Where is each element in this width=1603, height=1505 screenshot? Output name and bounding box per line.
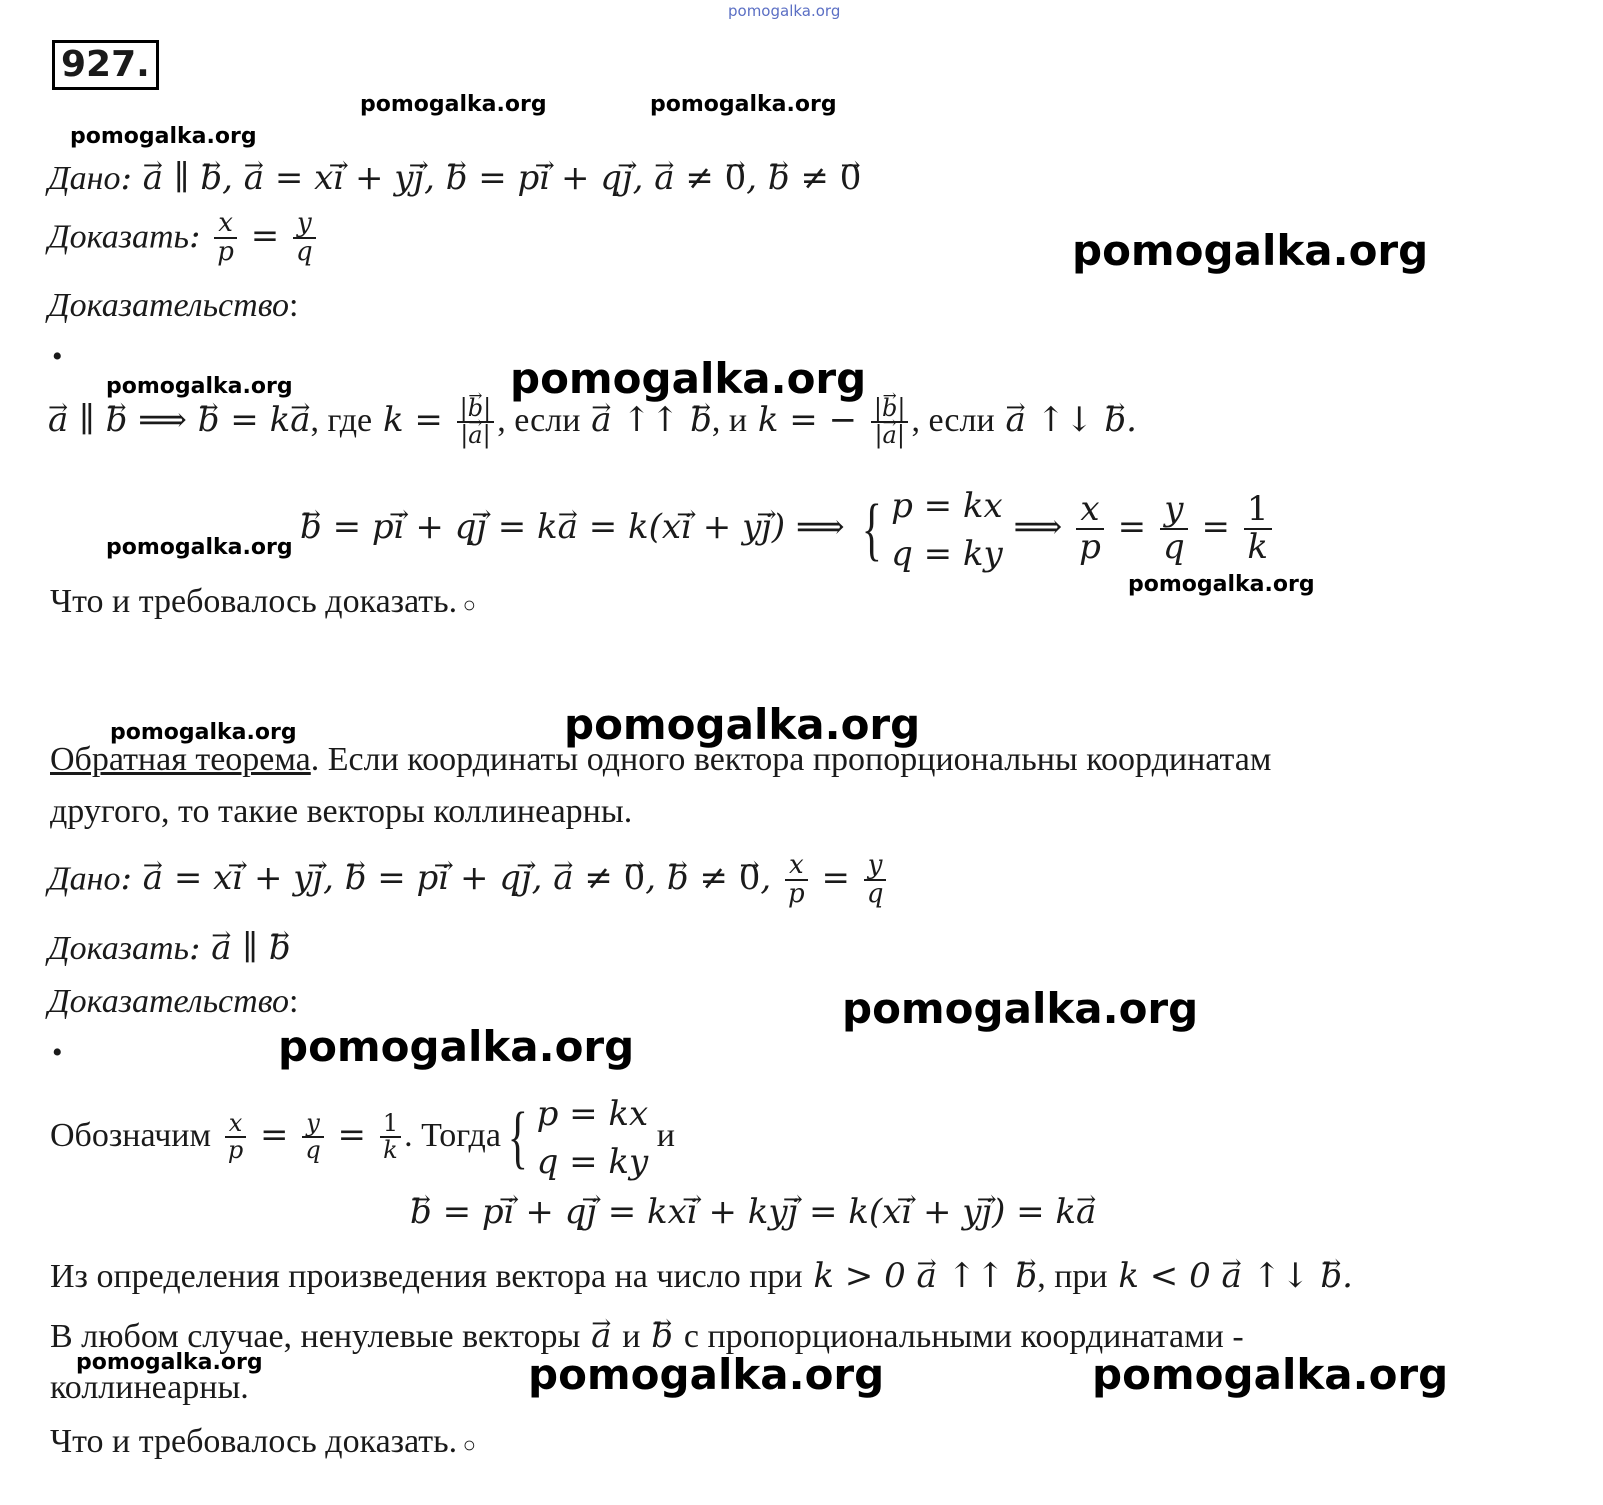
watermark-top: pomogalka.org [728, 2, 841, 20]
proof-line-1: → a ∥ → b ⟹ → b = k→ a, где k = $\frac{|\to b|}{|\to a|}$ , если → a ↑↑ → b, и k = − $\frac{|\to b|}{|\to a|}$ , если → a ↑↓ → b. [48, 396, 1137, 448]
watermark-small: pomogalka.org [76, 1350, 263, 1375]
watermark-large: pomogalka.org [278, 1022, 635, 1071]
watermark-large: pomogalka.org [1072, 226, 1429, 275]
proof-label-line: Доказательство: [48, 287, 299, 324]
any-case-line: В любом случае, ненулевые векторы → a и → b с пропорциональными координатами - [50, 1316, 1244, 1357]
bullet: • [52, 340, 63, 373]
prove-line: Доказать: $\frac{x}{p}$ = $\frac{y}{q}$ [48, 210, 319, 267]
denote-line: Обозначим $\frac{x}{p}$ = $\frac{y}{q}$ = $\frac{1}{k}$ . Тогда{ p = kx q = ky и [50, 1094, 675, 1182]
text: В любом случае, ненулевые векторы [50, 1318, 581, 1355]
proof-line-2: → b = p→ i + q→ j = k→ a = k(x→ i + y→ j) ⟹ { p = kx q = ky ⟹ $\frac{x}{p}$ = $\frac{y}{q}$ = $\frac{1}{k}$ [300, 482, 1275, 578]
watermark-large: pomogalka.org [1092, 1350, 1449, 1399]
given-label: Дано [48, 160, 121, 197]
watermark-small: pomogalka.org [110, 720, 297, 745]
given-label: Дано [48, 860, 121, 898]
given-line: Дано: → a ∥ → b, → a = x→ i + y→ j, → b = p→ i + q→ j, → a ≠ → 0, → b ≠ → 0 [48, 158, 861, 199]
watermark-small: pomogalka.org [70, 124, 257, 149]
watermark-large: pomogalka.org [510, 354, 867, 403]
definition-line: Из определения произведения вектора на число при k > 0 → a ↑↑ → b, при k < 0 → a ↑↓ → b. [50, 1256, 1353, 1297]
equation-line: → b = p→ i + q→ j = kx→ i + ky→ j = k(x→ i + y→ j) = k→ a [410, 1192, 1096, 1233]
text: , при [1037, 1258, 1108, 1295]
prove-label: Доказать [48, 930, 189, 967]
text: Обозначим [50, 1116, 212, 1154]
conclusion-1: Что и требовалось доказать. ○ [50, 583, 476, 620]
watermark-large: pomogalka.org [528, 1350, 885, 1399]
watermark-small: pomogalka.org [360, 92, 547, 117]
watermark-large: pomogalka.org [842, 984, 1199, 1033]
watermark-small: pomogalka.org [106, 535, 293, 560]
text: , если [497, 402, 581, 440]
bullet: • [52, 1036, 63, 1069]
given-line-2: Дано: → a = x→ i + y→ j, → b = p→ i + q→ j, → a ≠ → 0, → b ≠ → 0, $\frac{x}{p}$ = $\frac{y}{q}$ [48, 852, 889, 909]
watermark-small: pomogalka.org [1128, 572, 1315, 597]
proof-label: Доказательство [48, 287, 290, 324]
proof-label-line-2: Доказательство: [48, 983, 299, 1020]
theorem-title: Обратная теорема [50, 741, 311, 778]
prove-label: Доказать [48, 218, 189, 256]
text: и [656, 1116, 675, 1154]
prove-line-2: Доказать: → a ∥ → b [48, 928, 291, 969]
text: , и [711, 402, 748, 440]
proof-label: Доказательство [48, 983, 290, 1020]
text: , где [310, 402, 373, 440]
collinear-line: коллинеарны. [50, 1369, 249, 1406]
text: , если [911, 402, 995, 440]
problem-number: 927. [52, 40, 159, 90]
text: . Тогда [404, 1116, 501, 1154]
theorem-text: . Если координаты одного вектора пропорциональны координатам [310, 741, 1272, 778]
text: Из определения произведения вектора на число при [50, 1258, 803, 1295]
conclusion-2: Что и требовалось доказать. ○ [50, 1423, 476, 1460]
conclusion-text: Что и требовалось доказать. [50, 583, 458, 620]
watermark-large: pomogalka.org [564, 700, 921, 749]
theorem-line-1 [50, 740, 1271, 780]
text: и [622, 1318, 641, 1355]
text: с пропорциональными координатами - [683, 1318, 1244, 1355]
theorem-line-2: другого, то такие векторы коллинеарны. [50, 793, 633, 830]
watermark-small: pomogalka.org [106, 374, 293, 399]
watermark-small: pomogalka.org [650, 92, 837, 117]
conclusion-text: Что и требовалось доказать. [50, 1423, 458, 1460]
